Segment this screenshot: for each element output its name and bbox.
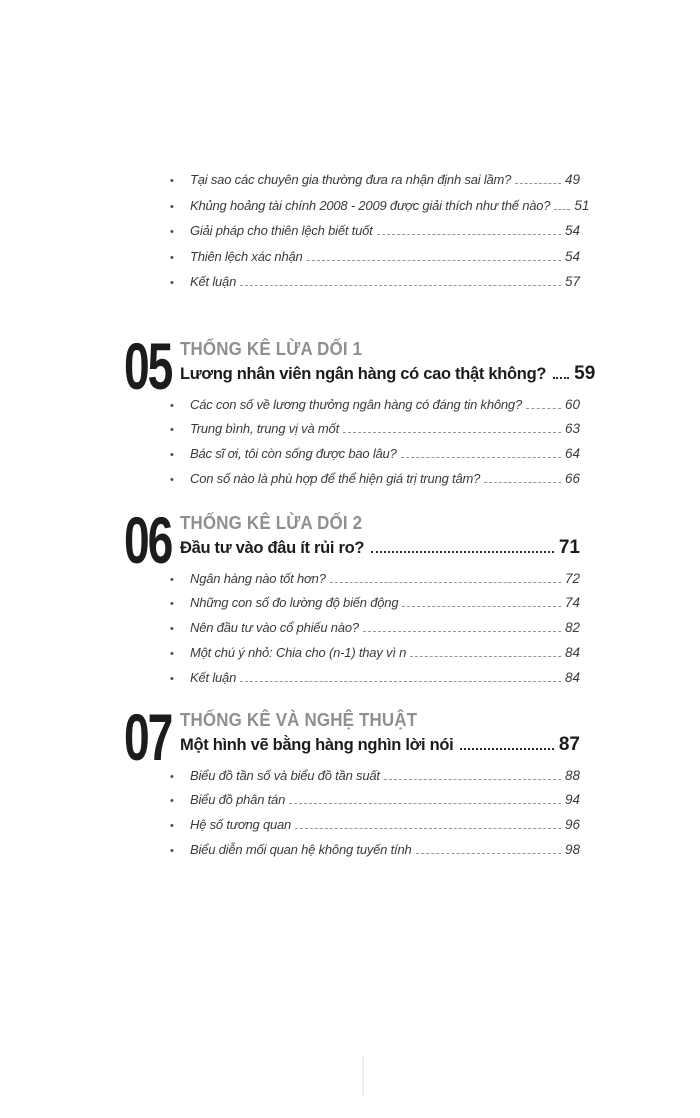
toc-item-title: Hệ số tương quan [190,817,292,833]
chapter-titles [180,338,596,385]
dash-leader [384,779,561,780]
page-fold-mark [362,1056,364,1096]
toc-item [124,471,580,496]
bullet-icon: • [170,598,174,611]
toc-item [124,172,580,198]
dash-leader [240,681,561,682]
toc-item-page: 74 [564,595,580,611]
toc-item-title: Kết luận [190,669,237,685]
toc-item [124,223,580,249]
dash-leader [295,828,561,829]
toc-item-title: Con số nào là phù hợp để thể hiện giá trị trung tâm? [190,470,481,486]
chapter-title: THỐNG KÊ LỪA DỐI 1 [180,338,363,359]
toc-item-title: Nên đầu tư vào cổ phiếu nào? [190,620,359,636]
toc-item-page: 84 [564,669,580,685]
toc-item-page: 54 [564,248,580,264]
toc-item-title: Tại sao các chuyên gia thường đưa ra nhận định sai lầm? [190,172,512,187]
toc-item-page: 63 [564,421,580,437]
chapter-page: 59 [574,362,596,384]
chapter-subtitle-row [180,734,580,756]
chapter-subtitle: Đầu tư vào đâu ít rủi ro? [180,538,365,557]
toc-item-page: 57 [564,274,580,289]
toc-item-title: Những con số đo lường độ biến động [190,595,399,611]
toc-item [124,421,580,446]
toc-item-page: 49 [564,172,580,187]
toc-item [124,571,580,596]
toc-item [124,768,580,793]
toc-item [124,620,580,645]
chapter-page: 71 [558,536,580,558]
dash-leader [377,234,561,235]
chapter-title: THỐNG KÊ LỪA DỐI 2 [180,512,363,533]
toc-item-title: Bác sĩ ơi, tôi còn sống được bao lâu? [190,446,397,462]
toc-item [124,595,580,620]
chapter-titles [180,709,580,756]
dash-leader [240,285,561,286]
toc-item-title: Thiên lệch xác nhận [190,248,303,264]
bullet-icon: • [170,573,174,586]
chapter-item-list [124,571,580,695]
bullet-icon: • [170,473,174,486]
bullet-icon: • [170,277,174,289]
chapter-number: 05 [124,328,172,403]
bullet-icon: • [170,648,174,661]
chapter-block-06 [124,502,580,695]
dash-leader [307,260,561,261]
dash-leader [416,853,561,854]
dash-leader [330,582,561,583]
bullet-icon: • [170,251,174,264]
toc-item [124,842,580,867]
toc-item [124,446,580,471]
toc-item [124,397,580,422]
dash-leader [402,606,561,607]
toc-item-page: 60 [564,396,580,412]
dot-leader [553,377,569,379]
dash-leader [515,183,561,184]
chapter-page: 87 [558,733,580,755]
bullet-icon: • [170,672,174,685]
bullet-icon: • [170,845,174,858]
intro-item-list [124,172,590,300]
chapter-titles [180,512,580,559]
toc-item-page: 82 [564,620,580,636]
toc-item-page: 54 [564,223,580,238]
dash-leader [343,432,561,433]
chapter-block-07 [124,699,580,867]
chapter-block-05 [124,328,596,496]
toc-item-title: Ngân hàng nào tốt hơn? [190,570,326,586]
chapter-head [124,502,580,577]
bullet-icon: • [170,399,174,412]
dash-leader [401,457,561,458]
chapter-item-list [124,397,580,496]
chapter-title: THỐNG KÊ VÀ NGHỆ THUẬT [180,709,418,730]
bullet-icon: • [170,200,174,213]
toc-item-page: 98 [564,842,580,858]
bullet-icon: • [170,449,174,462]
bullet-icon: • [170,424,174,437]
dash-leader [289,803,561,804]
toc-page [124,172,596,867]
toc-item-page: 72 [564,570,580,586]
toc-item-title: Một chú ý nhỏ: Chia cho (n-1) thay vì n [190,645,407,661]
chapter-subtitle: Lương nhân viên ngân hàng có cao thật không? [180,364,547,383]
toc-item-page: 88 [564,767,580,783]
toc-item-title: Các con số về lương thưởng ngân hàng có đáng tin không? [190,396,522,412]
toc-item-title: Biểu đồ phân tán [190,792,286,808]
toc-item-title: Kết luận [190,274,237,289]
bullet-icon: • [170,623,174,636]
dash-leader [526,408,561,409]
bullet-icon: • [170,795,174,808]
toc-item-page: 96 [564,817,580,833]
toc-item [124,670,580,695]
toc-item-title: Giải pháp cho thiên lệch biết tuốt [190,223,373,238]
toc-item [124,249,580,275]
chapter-subtitle: Một hình vẽ bằng hàng nghìn lời nói [180,735,454,754]
bullet-icon: • [170,770,174,783]
toc-item [124,645,580,670]
toc-item-title: Khủng hoảng tài chính 2008 - 2009 được giải thích như thế nào? [190,197,551,213]
bullet-icon: • [170,175,174,187]
dash-leader [410,656,561,657]
toc-item [124,817,580,842]
dot-leader [460,748,553,750]
chapter-number: 06 [124,502,172,577]
toc-item-page: 51 [574,197,590,213]
toc-item-title: Biểu đồ tần số và biểu đồ tần suất [190,767,380,783]
toc-item [124,274,580,300]
toc-item-page: 64 [564,446,580,462]
dash-leader [554,209,570,210]
chapter-subtitle-row [180,362,596,385]
toc-item-page: 84 [564,645,580,661]
bullet-icon: • [170,226,174,238]
toc-item-page: 94 [564,792,580,808]
toc-item-title: Trung bình, trung vị và mốt [190,421,339,437]
toc-item [124,197,590,224]
chapter-item-list [124,768,580,867]
chapter-head [124,699,580,774]
toc-item [124,792,580,817]
dot-leader [371,551,554,553]
chapter-number: 07 [124,699,172,774]
dash-leader [363,631,561,632]
toc-item-title: Biểu diễn mối quan hệ không tuyến tính [190,842,412,858]
dash-leader [484,482,561,483]
toc-item-page: 66 [564,470,580,486]
chapter-subtitle-row [180,537,580,559]
chapter-head [124,328,596,403]
bullet-icon: • [170,820,174,833]
